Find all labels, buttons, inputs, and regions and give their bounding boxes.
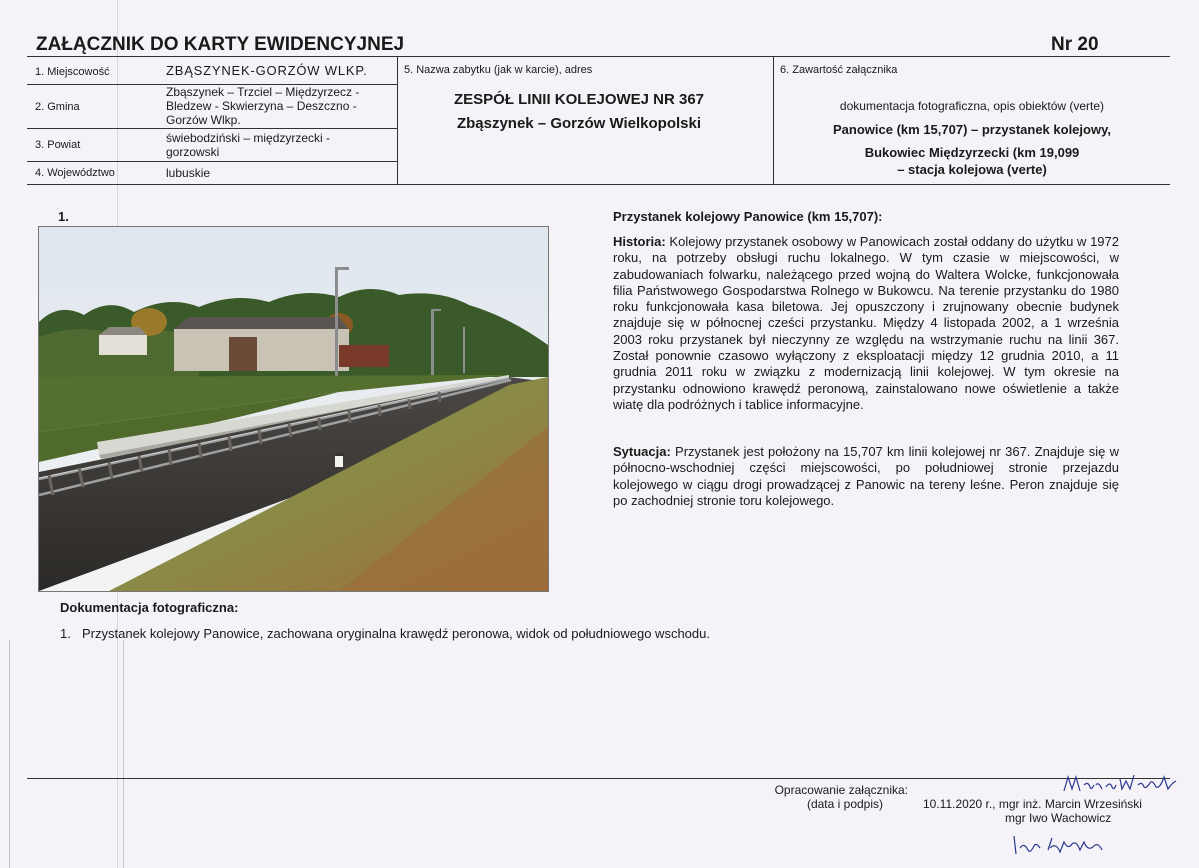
zawartosc-line4: – stacja kolejowa (verte) bbox=[897, 162, 1047, 177]
signature-marcin-wrzesinski bbox=[1060, 771, 1180, 797]
historia-paragraph bbox=[613, 234, 1119, 413]
nazwa-label: 5. Nazwa zabytku (jak w karcie), adres bbox=[404, 64, 593, 76]
wojewodztwo-value: lubuskie bbox=[166, 166, 211, 180]
historia-label: Historia: bbox=[613, 234, 666, 249]
sytuacja-label: Sytuacja: bbox=[613, 444, 671, 459]
photo-doc-item-number: 1. bbox=[60, 626, 71, 641]
form-bottom-border bbox=[27, 184, 1170, 185]
nazwa-line2: Zbąszynek – Gorzów Wielkopolski bbox=[456, 115, 702, 132]
form-row-divider bbox=[27, 128, 397, 129]
photo-doc-item-text: Przystanek kolejowy Panowice, zachowana oryginalna krawędź peronowa, widok od południowego wschodu. bbox=[82, 626, 710, 641]
powiat-label: 3. Powiat bbox=[35, 139, 81, 151]
scan-artifact-line bbox=[123, 640, 124, 868]
photo-doc-heading: Dokumentacja fotograficzna: bbox=[60, 600, 239, 615]
zawartosc-label: 6. Zawartość załącznika bbox=[780, 64, 898, 76]
sytuacja-paragraph bbox=[613, 444, 1119, 509]
form-top-border bbox=[27, 56, 1170, 57]
sytuacja-text: Przystanek jest położony na 15,707 km linii kolejowej nr 367. Znajduje się w północno-wschodniej części miejscowości, po południowej stronie przejazdu kolejowego w ciągu drogi prowadzącej z Panowic na tereny leśne. Peron znajduje się po zachodniej stronie toru kolejowego. bbox=[613, 444, 1119, 508]
footer-label-line1: Opracowanie załącznika: bbox=[774, 783, 908, 797]
zawartosc-line3: Bukowiec Międzyrzecki (km 19,099 bbox=[864, 145, 1080, 160]
wojewodztwo-label: 4. Województwo bbox=[35, 167, 115, 179]
signature-iwo-wachowicz bbox=[1010, 830, 1110, 860]
miejscowosc-label: 1. Miejscowość bbox=[35, 66, 110, 78]
gmina-label: 2. Gmina bbox=[35, 101, 80, 113]
gmina-value: Zbąszynek – Trzciel – Międzyrzecz - Bledzew - Skwierzyna – Deszczno - Gorzów Wlkp. bbox=[166, 85, 360, 127]
railway-photo bbox=[38, 226, 549, 592]
photo-number: 1. bbox=[58, 209, 69, 224]
page-title: ZAŁĄCZNIK DO KARTY EWIDENCYJNEJ bbox=[36, 34, 405, 55]
zawartosc-line1: dokumentacja fotograficzna, opis obiektów (verte) bbox=[839, 99, 1105, 113]
footer-label-line2: (data i podpis) bbox=[806, 797, 883, 811]
author-line2: mgr Iwo Wachowicz bbox=[1005, 811, 1112, 825]
miejscowosc-value: ZBĄSZYNEK-GORZÓW WLKP. bbox=[166, 63, 368, 78]
zawartosc-line2: Panowice (km 15,707) – przystanek kolejowy, bbox=[833, 122, 1111, 137]
powiat-value: świebodziński – międzyrzecki - gorzowski bbox=[166, 131, 331, 159]
footer-divider bbox=[27, 778, 1170, 779]
scan-artifact-line bbox=[9, 640, 10, 868]
historia-text: Kolejowy przystanek osobowy w Panowicach został oddany do użytku w 1972 roku, na potrzeby obsługi ruchu lokalnego. W tym czasie w miejscowości, w zabudowaniach folwarku, należącego przed wojną do Waltera Wolcke, funkcjonowała filia Państwowego Gospodarstwa Rolnego w Bukowcu. Na terenie przystanku do 1980 roku funkcjonowała kasa biletowa. Jej opuszczony i zrujnowany obecnie budynek znajduje się w północnej cześci przystanku. Między 4 listopada 2002, a 1 września 2003 roku przystanek był nieczynny ze względu na wstrzymanie ruchu na linii 367. Został ponownie czasowo wyłączony z eksploatacji między 12 grudnia 2010, a 11 grudnia 2011 roku w związku z modernizacją linii kolejowej. W tym okresie na przystanku odnowiono krawędź peronową, zainstalowano nowe oświetlenie a także wiatę dla podróżnych i tablice informacyjne. bbox=[613, 234, 1119, 412]
attachment-number: Nr 20 bbox=[1051, 34, 1099, 55]
description-heading: Przystanek kolejowy Panowice (km 15,707): bbox=[613, 209, 883, 224]
nazwa-line1: ZESPÓŁ LINII KOLEJOWEJ NR 367 bbox=[453, 91, 705, 108]
form-row-divider bbox=[27, 161, 397, 162]
author-line1: 10.11.2020 r., mgr inż. Marcin Wrzesiński bbox=[923, 797, 1142, 811]
